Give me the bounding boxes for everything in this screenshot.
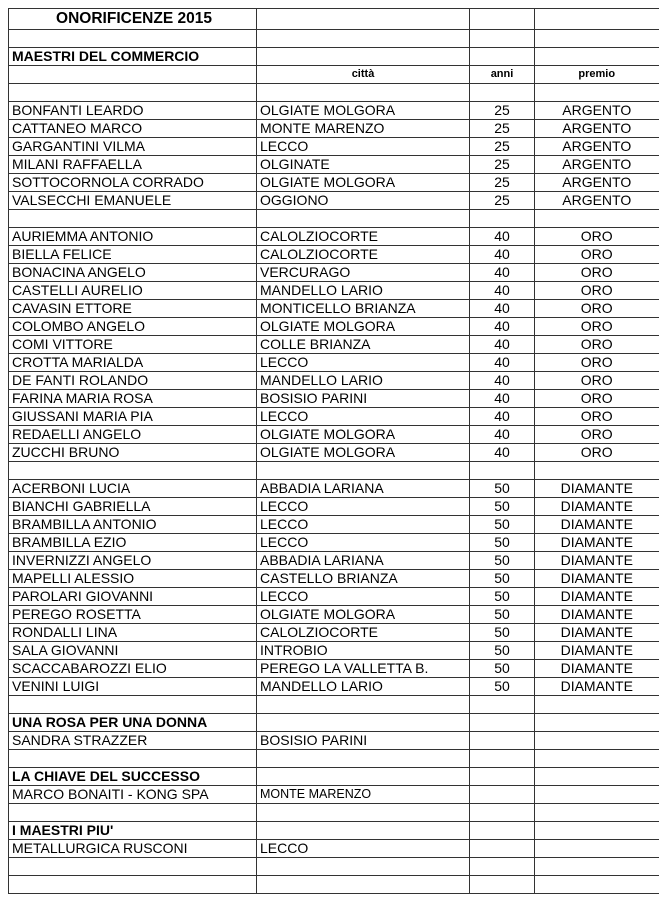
city-cell[interactable]: MANDELLO LARIO (257, 372, 470, 390)
city-cell[interactable]: MONTICELLO BRIANZA (257, 300, 470, 318)
years-cell[interactable]: 40 (470, 282, 535, 300)
years-cell[interactable]: 50 (470, 642, 535, 660)
city-cell[interactable]: VERCURAGO (257, 264, 470, 282)
name-cell[interactable]: BRAMBILLA ANTONIO (9, 516, 257, 534)
years-cell[interactable]: 40 (470, 354, 535, 372)
empty-cell[interactable] (535, 768, 659, 786)
table-row (9, 372, 659, 390)
table-row (9, 480, 659, 498)
award-cell[interactable]: ORO (535, 282, 659, 300)
years-cell[interactable]: 25 (470, 174, 535, 192)
empty-cell[interactable] (470, 768, 535, 786)
table-row (9, 174, 659, 192)
empty-cell[interactable] (470, 822, 535, 840)
title-row (9, 9, 659, 30)
table-row (9, 192, 659, 210)
city-cell[interactable]: ABBADIA LARIANA (257, 552, 470, 570)
name-cell[interactable]: BRAMBILLA EZIO (9, 534, 257, 552)
city-cell[interactable]: CASTELLO BRIANZA (257, 570, 470, 588)
city-cell[interactable]: BOSISIO PARINI (257, 732, 470, 750)
table-row (9, 120, 659, 138)
empty-cell[interactable] (470, 858, 535, 876)
empty-cell[interactable] (9, 876, 257, 894)
name-cell[interactable]: GIUSSANI MARIA PIA (9, 408, 257, 426)
empty-cell[interactable] (470, 48, 535, 66)
table-row (9, 300, 659, 318)
years-cell[interactable]: 40 (470, 390, 535, 408)
empty-cell[interactable] (535, 9, 659, 30)
name-cell[interactable]: SALA GIOVANNI (9, 642, 257, 660)
award-cell[interactable]: DIAMANTE (535, 642, 659, 660)
name-cell[interactable]: REDAELLI ANGELO (9, 426, 257, 444)
empty-cell[interactable] (257, 822, 470, 840)
name-cell[interactable]: BONFANTI LEARDO (9, 102, 257, 120)
name-cell[interactable]: MILANI RAFFAELLA (9, 156, 257, 174)
city-cell[interactable]: OLGINATE (257, 156, 470, 174)
table-row (9, 390, 659, 408)
empty-cell[interactable] (470, 840, 535, 858)
name-cell[interactable]: VALSECCHI EMANUELE (9, 192, 257, 210)
empty-cell[interactable] (470, 786, 535, 804)
table-row (9, 606, 659, 624)
city-cell[interactable]: INTROBIO (257, 642, 470, 660)
city-cell[interactable]: OLGIATE MOLGORA (257, 606, 470, 624)
award-cell[interactable]: ORO (535, 318, 659, 336)
award-cell[interactable]: DIAMANTE (535, 498, 659, 516)
award-cell[interactable]: ORO (535, 372, 659, 390)
city-cell[interactable]: MANDELLO LARIO (257, 282, 470, 300)
awards-table (8, 8, 659, 894)
city-cell[interactable]: BOSISIO PARINI (257, 390, 470, 408)
table-row (9, 264, 659, 282)
empty-cell[interactable] (535, 750, 659, 768)
table-row (9, 318, 659, 336)
section-heading-maestri-piu: I MAESTRI PIU' (9, 822, 257, 840)
years-cell[interactable]: 50 (470, 606, 535, 624)
section-heading-rosa: UNA ROSA PER UNA DONNA (9, 714, 257, 732)
blank-row (9, 30, 659, 48)
table-row (9, 570, 659, 588)
award-cell[interactable]: ARGENTO (535, 102, 659, 120)
name-cell[interactable]: DE FANTI ROLANDO (9, 372, 257, 390)
table-row (9, 498, 659, 516)
years-cell[interactable]: 50 (470, 678, 535, 696)
section-heading-maestri: MAESTRI DEL COMMERCIO (9, 48, 257, 66)
empty-cell[interactable] (470, 876, 535, 894)
years-cell[interactable]: 40 (470, 318, 535, 336)
award-cell[interactable]: DIAMANTE (535, 606, 659, 624)
city-cell[interactable]: LECCO (257, 498, 470, 516)
table-row (9, 246, 659, 264)
name-cell[interactable]: PAROLARI GIOVANNI (9, 588, 257, 606)
blank-row (9, 750, 659, 768)
empty-cell[interactable] (535, 822, 659, 840)
award-cell[interactable]: ARGENTO (535, 192, 659, 210)
empty-cell[interactable] (470, 84, 535, 102)
award-cell[interactable]: ORO (535, 444, 659, 462)
years-cell[interactable]: 50 (470, 552, 535, 570)
empty-cell[interactable] (257, 804, 470, 822)
table-row (9, 732, 659, 750)
section-heading-row (9, 714, 659, 732)
name-cell[interactable]: RONDALLI LINA (9, 624, 257, 642)
award-cell[interactable]: ORO (535, 408, 659, 426)
blank-row (9, 84, 659, 102)
years-cell[interactable]: 50 (470, 588, 535, 606)
name-cell[interactable]: BONACINA ANGELO (9, 264, 257, 282)
years-cell[interactable]: 50 (470, 498, 535, 516)
empty-cell[interactable] (535, 858, 659, 876)
years-cell[interactable]: 40 (470, 264, 535, 282)
name-cell[interactable]: VENINI LUIGI (9, 678, 257, 696)
table-row (9, 624, 659, 642)
award-cell[interactable]: ORO (535, 336, 659, 354)
empty-cell[interactable] (9, 858, 257, 876)
award-cell[interactable]: DIAMANTE (535, 570, 659, 588)
award-cell[interactable]: ARGENTO (535, 174, 659, 192)
name-cell[interactable]: CASTELLI AURELIO (9, 282, 257, 300)
blank-row (9, 804, 659, 822)
column-header-years: anni (470, 66, 535, 84)
years-cell[interactable]: 50 (470, 516, 535, 534)
blank-row (9, 462, 659, 480)
city-cell[interactable]: MANDELLO LARIO (257, 678, 470, 696)
table-row (9, 228, 659, 246)
years-cell[interactable]: 50 (470, 570, 535, 588)
empty-cell[interactable] (535, 732, 659, 750)
table-row (9, 408, 659, 426)
column-header-row (9, 66, 659, 84)
city-cell[interactable]: LECCO (257, 138, 470, 156)
years-cell[interactable]: 40 (470, 408, 535, 426)
empty-cell[interactable] (257, 714, 470, 732)
years-cell[interactable]: 25 (470, 120, 535, 138)
empty-cell[interactable] (535, 30, 659, 48)
years-cell[interactable]: 40 (470, 426, 535, 444)
award-cell[interactable]: DIAMANTE (535, 624, 659, 642)
blank-row (9, 210, 659, 228)
table-row (9, 660, 659, 678)
award-cell[interactable]: ORO (535, 246, 659, 264)
empty-cell[interactable] (470, 804, 535, 822)
city-cell[interactable]: PEREGO LA VALLETTA B. (257, 660, 470, 678)
name-cell[interactable]: GARGANTINI VILMA (9, 138, 257, 156)
years-cell[interactable]: 50 (470, 534, 535, 552)
award-cell[interactable]: ARGENTO (535, 138, 659, 156)
years-cell[interactable]: 25 (470, 192, 535, 210)
empty-cell[interactable] (257, 696, 470, 714)
award-cell[interactable]: DIAMANTE (535, 480, 659, 498)
award-cell[interactable]: DIAMANTE (535, 552, 659, 570)
award-cell[interactable]: DIAMANTE (535, 588, 659, 606)
name-cell[interactable]: MAPELLI ALESSIO (9, 570, 257, 588)
empty-cell[interactable] (535, 876, 659, 894)
table-row (9, 840, 659, 858)
empty-cell[interactable] (535, 804, 659, 822)
table-row (9, 588, 659, 606)
name-cell[interactable]: AURIEMMA ANTONIO (9, 228, 257, 246)
name-cell[interactable]: CATTANEO MARCO (9, 120, 257, 138)
years-cell[interactable]: 40 (470, 444, 535, 462)
award-cell[interactable]: DIAMANTE (535, 660, 659, 678)
city-cell[interactable]: LECCO (257, 534, 470, 552)
empty-cell[interactable] (535, 786, 659, 804)
column-header-city: città (257, 66, 470, 84)
empty-cell[interactable] (535, 48, 659, 66)
name-cell[interactable]: SANDRA STRAZZER (9, 732, 257, 750)
name-cell[interactable]: COMI VITTORE (9, 336, 257, 354)
column-header-award: premio (535, 66, 659, 84)
city-cell[interactable]: OGGIONO (257, 192, 470, 210)
years-cell[interactable]: 40 (470, 228, 535, 246)
award-cell[interactable]: ORO (535, 426, 659, 444)
empty-cell[interactable] (9, 750, 257, 768)
table-row (9, 552, 659, 570)
table-row (9, 336, 659, 354)
city-cell[interactable]: LECCO (257, 408, 470, 426)
empty-cell[interactable] (257, 30, 470, 48)
empty-cell[interactable] (9, 804, 257, 822)
years-cell[interactable]: 40 (470, 372, 535, 390)
awards-spreadsheet (8, 8, 658, 894)
award-cell[interactable]: ARGENTO (535, 156, 659, 174)
award-cell[interactable]: ARGENTO (535, 120, 659, 138)
empty-cell[interactable] (257, 858, 470, 876)
empty-cell[interactable] (470, 714, 535, 732)
empty-cell[interactable] (470, 9, 535, 30)
years-cell[interactable]: 25 (470, 138, 535, 156)
award-cell[interactable]: ORO (535, 300, 659, 318)
award-cell[interactable]: DIAMANTE (535, 516, 659, 534)
award-cell[interactable]: ORO (535, 354, 659, 372)
award-cell[interactable]: DIAMANTE (535, 678, 659, 696)
table-row (9, 156, 659, 174)
years-cell[interactable]: 25 (470, 156, 535, 174)
table-row (9, 534, 659, 552)
years-cell[interactable]: 25 (470, 102, 535, 120)
city-cell[interactable]: OLGIATE MOLGORA (257, 174, 470, 192)
empty-cell[interactable] (535, 840, 659, 858)
empty-cell[interactable] (9, 66, 257, 84)
table-row (9, 138, 659, 156)
empty-cell[interactable] (257, 48, 470, 66)
empty-cell[interactable] (470, 30, 535, 48)
name-cell[interactable]: CROTTA MARIALDA (9, 354, 257, 372)
page-title: ONORIFICENZE 2015 (9, 9, 257, 30)
empty-cell[interactable] (535, 84, 659, 102)
section-heading-chiave: LA CHIAVE DEL SUCCESSO (9, 768, 257, 786)
table-row (9, 642, 659, 660)
name-cell[interactable]: PEREGO ROSETTA (9, 606, 257, 624)
city-cell[interactable]: LECCO (257, 354, 470, 372)
name-cell[interactable]: BIELLA FELICE (9, 246, 257, 264)
city-cell[interactable]: CALOLZIOCORTE (257, 624, 470, 642)
empty-cell[interactable] (257, 876, 470, 894)
city-cell[interactable]: OLGIATE MOLGORA (257, 426, 470, 444)
name-cell[interactable]: METALLURGICA RUSCONI (9, 840, 257, 858)
name-cell[interactable]: INVERNIZZI ANGELO (9, 552, 257, 570)
city-cell[interactable]: COLLE BRIANZA (257, 336, 470, 354)
section-heading-row (9, 822, 659, 840)
empty-cell[interactable] (535, 696, 659, 714)
table-row (9, 282, 659, 300)
empty-cell[interactable] (535, 210, 659, 228)
name-cell[interactable]: SOTTOCORNOLA CORRADO (9, 174, 257, 192)
blank-row (9, 696, 659, 714)
award-cell[interactable]: ORO (535, 264, 659, 282)
city-cell[interactable]: LECCO (257, 840, 470, 858)
city-cell[interactable]: OLGIATE MOLGORA (257, 102, 470, 120)
city-cell[interactable]: CALOLZIOCORTE (257, 246, 470, 264)
years-cell[interactable]: 50 (470, 480, 535, 498)
city-cell[interactable]: MONTE MARENZO (257, 120, 470, 138)
city-cell[interactable]: OLGIATE MOLGORA (257, 318, 470, 336)
table-row (9, 786, 659, 804)
table-row (9, 102, 659, 120)
years-cell[interactable]: 40 (470, 336, 535, 354)
name-cell[interactable]: MARCO BONAITI - KONG SPA (9, 786, 257, 804)
city-cell[interactable]: ABBADIA LARIANA (257, 480, 470, 498)
empty-cell[interactable] (9, 462, 257, 480)
empty-cell[interactable] (257, 768, 470, 786)
section-heading-row (9, 768, 659, 786)
empty-cell[interactable] (257, 9, 470, 30)
years-cell[interactable]: 50 (470, 660, 535, 678)
award-cell[interactable]: ORO (535, 228, 659, 246)
empty-cell[interactable] (9, 30, 257, 48)
empty-cell[interactable] (9, 210, 257, 228)
years-cell[interactable]: 40 (470, 300, 535, 318)
table-row (9, 426, 659, 444)
empty-cell[interactable] (470, 696, 535, 714)
empty-cell[interactable] (9, 84, 257, 102)
empty-cell[interactable] (257, 750, 470, 768)
empty-cell[interactable] (257, 210, 470, 228)
empty-cell[interactable] (257, 462, 470, 480)
blank-row (9, 858, 659, 876)
section-heading-row (9, 48, 659, 66)
years-cell[interactable]: 40 (470, 246, 535, 264)
city-cell[interactable]: CALOLZIOCORTE (257, 228, 470, 246)
empty-cell[interactable] (257, 84, 470, 102)
award-cell[interactable]: DIAMANTE (535, 534, 659, 552)
name-cell[interactable]: CAVASIN ETTORE (9, 300, 257, 318)
name-cell[interactable]: SCACCABAROZZI ELIO (9, 660, 257, 678)
table-row (9, 678, 659, 696)
table-row (9, 444, 659, 462)
blank-row (9, 876, 659, 894)
city-cell[interactable]: MONTE MARENZO (257, 786, 470, 804)
city-cell[interactable]: OLGIATE MOLGORA (257, 444, 470, 462)
name-cell[interactable]: COLOMBO ANGELO (9, 318, 257, 336)
table-row (9, 354, 659, 372)
empty-cell[interactable] (470, 750, 535, 768)
award-cell[interactable]: ORO (535, 390, 659, 408)
name-cell[interactable]: FARINA MARIA ROSA (9, 390, 257, 408)
name-cell[interactable]: ZUCCHI BRUNO (9, 444, 257, 462)
city-cell[interactable]: LECCO (257, 516, 470, 534)
name-cell[interactable]: ACERBONI LUCIA (9, 480, 257, 498)
empty-cell[interactable] (535, 714, 659, 732)
name-cell[interactable]: BIANCHI GABRIELLA (9, 498, 257, 516)
empty-cell[interactable] (470, 210, 535, 228)
table-row (9, 516, 659, 534)
city-cell[interactable]: LECCO (257, 588, 470, 606)
empty-cell[interactable] (9, 696, 257, 714)
empty-cell[interactable] (470, 462, 535, 480)
years-cell[interactable]: 50 (470, 624, 535, 642)
empty-cell[interactable] (470, 732, 535, 750)
empty-cell[interactable] (535, 462, 659, 480)
